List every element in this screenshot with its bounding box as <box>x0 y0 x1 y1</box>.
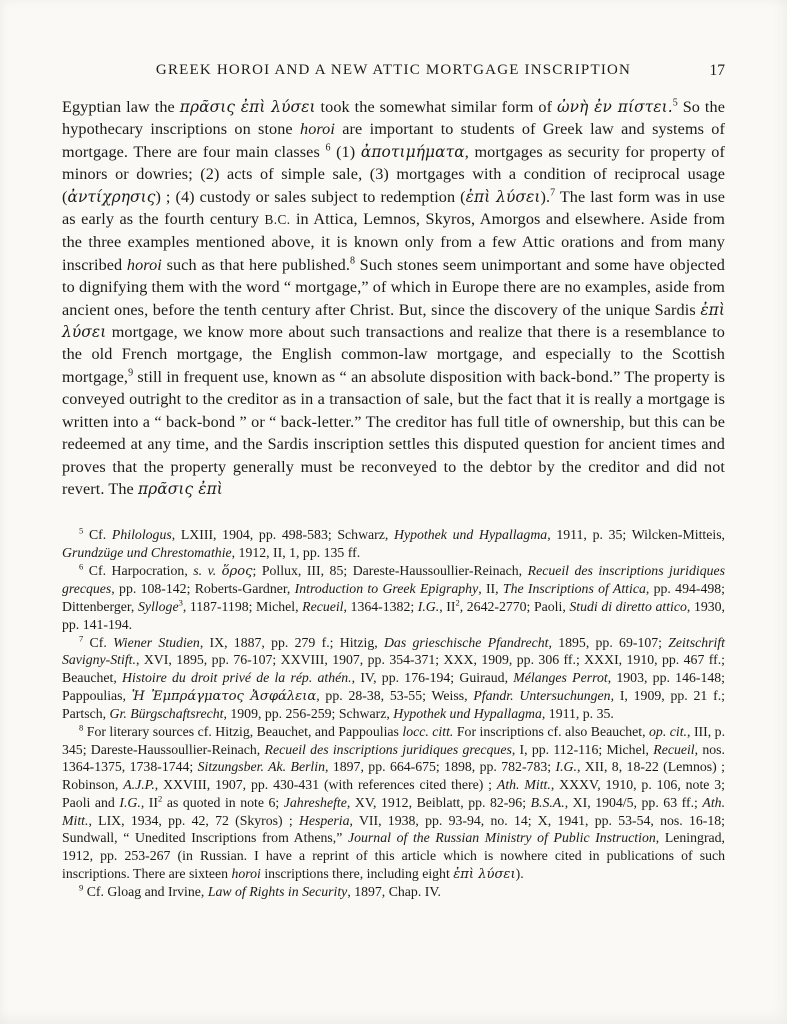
article-body <box>62 96 725 500</box>
footnote-9: $^9$ Cf. Gloag and Irvine, Law of Rights in Security, 1897, Chap. IV. <box>79 882 441 900</box>
footnotes-section <box>62 526 725 901</box>
page-number: 17 <box>709 62 725 79</box>
footnote-8: $^8$ For literary sources cf. Hitzig, Beauchet, and Pappoulias locc. citt. For inscriptions cf. also Beauchet, op. cit., III, p. 345; Dareste-Haussoullier-Reinach, Recueil des inscriptions juridiques grecques, I, pp. 112-116; Michel, Recueil, nos. 1364-1375, 1738-1744; Sitzungsber. Ak. Berlin, 1897, pp. 664-675; 1898, pp. 782-783; I.G., XII, 8, 18-22 (Lemnos) ; Robinson, A.J.P., XXVIII, 1907, pp. 430-431 (with references cited there) ; Ath. Mitt., XXXV, 1910, p. 106, note 3; Paoli and I.G., $II^2$ as quoted in note 6; Jahreshefte, XV, 1912, Beiblatt, pp. 82-96; B.S.A., XI, 1904/5, pp. 63 ff.; Ath. Mitt., LIX, 1934, pp. 42, 72 (Skyros) ; Hesperia, VII, 1938, pp. 93-94, no. 14; X, 1941, pp. 53-54, nos. 16-18; Sundwall, “ Unedited Inscriptions from Athens,” Journal of the Russian Ministry of Public Instruction, Leningrad, 1912, pp. 253-267 (in Russian. I have a reprint of this article which is nowhere cited in publications of such inscriptions. There are sixteen horoi inscriptions there, including eight ἐπὶ λύσει). <box>62 722 726 882</box>
running-head <box>62 0 725 81</box>
running-head-title: GREEK HOROI AND A NEW ATTIC MORTGAGE INSCRIPTION <box>155 62 632 78</box>
footnote-7: $^7$ Cf. Wiener Studien, IX, 1887, pp. 279 f.; Hitzig, Das grieschische Pfandrecht, 1895, pp. 69-107; Zeitschrift Savigny-Stift., XVI, 1895, pp. 76-107; XXVIII, 1907, pp. 354-371; XXX, 1909, pp. 306 ff.; XXXI, 1910, pp. 467 ff.; Beauchet, Histoire du droit privé de la rép. athén., IV, pp. 176-194; Guiraud, Mélanges Perrot, 1903, pp. 146-148; Pappoulias, Ἡ Ἐμπράγματος Ἀσφάλεια, pp. 28-38, 53-55; Weiss, Pfandr. Untersuchungen, I, 1909, pp. 21 f.; Partsch, Gr. Bürgschaftsrecht, 1909, pp. 256-259; Schwarz, Hypothek und Hypallagma, 1911, p. 35. <box>62 632 726 722</box>
body-paragraph: Egyptian law the πρᾶσις ἐπὶ λύσει took the somewhat similar form of ὠνὴ ἐν πίστει.$^5$ So the hypothecary inscriptions on stone horoi are important to students of Greek law and systems of mortgage. There are four main classes $^6$ (1) ἀποτιμήματα, mortgages as security for property of minors or dowries; (2) acts of simple sale, (3) mortgages with a condition of reciprocal usage (ἀντίχρησις) ; (4) custody or sales subject to redemption (ἐπὶ λύσει).$^7$ The last form was in use as early as the fourth century B.C. in Attica, Lemnos, Skyros, Amorgos and elsewhere. Aside from the three examples mentioned above, it is known only from a few Attic orations and from many inscribed horoi such as that here published.$^8$ Such stones seem unimportant and some have objected to dignifying them with the word “ mortgage,” of which in Europe there are no examples, aside from ancient ones, before the tenth century after Christ. But, since the discovery of the unique Sardis ἐπὶ λύσει mortgage, we know more about such transactions and realize that there is a resemblance to the old French mortgage, the English common-law mortgage, and especially to the Scottish mortgage,$^9$ still in frequent use, known as “ an absolute disposition with back-bond.” The property is conveyed outright to the creditor as in a transaction of sale, but the fact that it is really a mortgage is written into a “ back-bond ” or “ back-letter.” The creditor has full title of ownership, but this can be redeemed at any time, and the Sardis inscription settles this disputed question for ancient times and proves that the property generally must be reconveyed to the debtor by the creditor and did not revert. The πρᾶσις ἐπὶ <box>62 97 725 498</box>
footnote-6: $^6$ Cf. Harpocration, s. v. ὅρος; Pollux, III, 85; Dareste-Haussoullier-Reinach, Recueil des inscriptions juridiques grecques, pp. 108-142; Roberts-Gardner, Introduction to Greek Epigraphy, II, The Inscriptions of Attica, pp. 494-498; Dittenberger, Sylloge$^3$, 1187-1198; Michel, Recueil, 1364-1382; I.G., $II^2$, 2642-2770; Paoli, Studi di diretto attico, 1930, pp. 141-194. <box>62 561 726 632</box>
footnote-5: $^5$ Cf. Philologus, LXIII, 1904, pp. 498-583; Schwarz, Hypothek und Hypallagma, 1911, p. 35; Wilcken-Mitteis, Grundzüge und Chrestomathie, 1912, II, 1, pp. 135 ff. <box>62 525 726 561</box>
